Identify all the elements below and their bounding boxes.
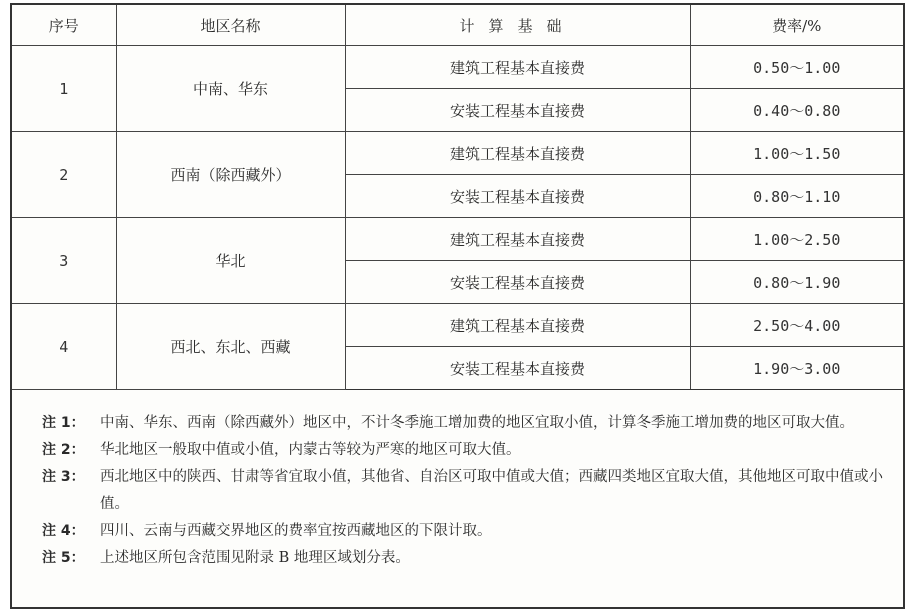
row-region: 华北	[116, 218, 345, 304]
row-basis: 建筑工程基本直接费	[345, 46, 690, 89]
rate-table	[12, 5, 903, 390]
note-label: 注 1：	[42, 415, 85, 431]
row-index: 2	[12, 132, 116, 218]
note-text: 西北地区中的陕西、甘肃等省宜取小值，其他省、自治区可取中值或大值；西藏四类地区宜取大值，其他地区可取中值或小值。	[100, 469, 883, 512]
row-index: 3	[12, 218, 116, 304]
notes-section	[42, 410, 892, 572]
document-frame	[10, 3, 905, 609]
table-row	[12, 46, 903, 89]
row-rate: 0.40～0.80	[690, 89, 903, 132]
row-region: 西北、东北、西藏	[116, 304, 345, 390]
row-region: 西南（除西藏外）	[116, 132, 345, 218]
note-1	[42, 410, 892, 437]
header-index: 序号	[12, 5, 116, 46]
table-row	[12, 132, 903, 175]
row-basis: 安装工程基本直接费	[345, 175, 690, 218]
header-region: 地区名称	[116, 5, 345, 46]
note-5	[42, 545, 892, 572]
note-3	[42, 464, 892, 518]
row-basis: 安装工程基本直接费	[345, 261, 690, 304]
row-basis: 安装工程基本直接费	[345, 89, 690, 132]
row-rate: 0.80～1.90	[690, 261, 903, 304]
note-label: 注 5：	[42, 550, 85, 566]
row-region: 中南、华东	[116, 46, 345, 132]
note-label: 注 4：	[42, 523, 85, 539]
note-label: 注 2：	[42, 442, 85, 458]
row-rate: 2.50～4.00	[690, 304, 903, 347]
row-rate: 1.00～2.50	[690, 218, 903, 261]
row-rate: 1.00～1.50	[690, 132, 903, 175]
note-label: 注 3：	[42, 469, 85, 485]
row-rate: 1.90～3.00	[690, 347, 903, 390]
row-rate: 0.50～1.00	[690, 46, 903, 89]
note-2	[42, 437, 892, 464]
row-rate: 0.80～1.10	[690, 175, 903, 218]
table-row	[12, 218, 903, 261]
row-index: 4	[12, 304, 116, 390]
row-basis: 建筑工程基本直接费	[345, 304, 690, 347]
header-rate: 费率/%	[690, 5, 903, 46]
note-text: 上述地区所包含范围见附录 B 地理区域划分表。	[100, 550, 410, 566]
row-basis: 建筑工程基本直接费	[345, 218, 690, 261]
note-4	[42, 518, 892, 545]
note-text: 华北地区一般取中值或小值，内蒙古等较为严寒的地区可取大值。	[100, 442, 521, 458]
table-header-row	[12, 5, 903, 46]
header-basis: 计算基础	[345, 5, 690, 46]
row-index: 1	[12, 46, 116, 132]
table-row	[12, 304, 903, 347]
row-basis: 建筑工程基本直接费	[345, 132, 690, 175]
note-text: 四川、云南与西藏交界地区的费率宜按西藏地区的下限计取。	[100, 523, 492, 539]
note-text: 中南、华东、西南（除西藏外）地区中，不计冬季施工增加费的地区宜取小值，计算冬季施工增加费的地区可取大值。	[100, 415, 854, 431]
row-basis: 安装工程基本直接费	[345, 347, 690, 390]
